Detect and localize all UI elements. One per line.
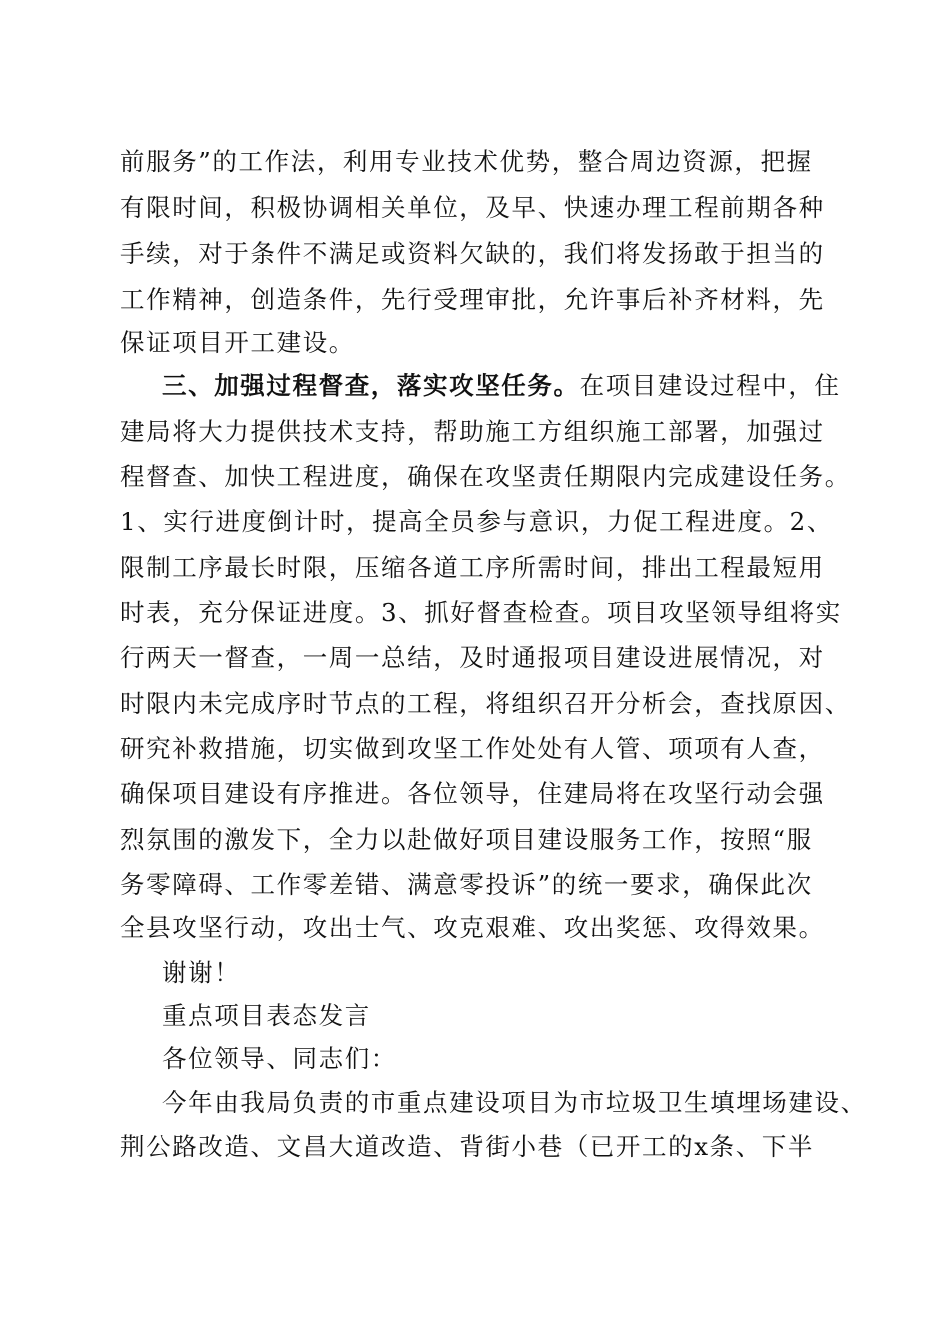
text-line: 务零障碍、工作零差错、满意零投诉”的统一要求，确保此次 <box>120 870 813 899</box>
text-line: 保证项目开工建设。 <box>120 328 355 357</box>
salutation: 各位领导、同志们： <box>162 1044 397 1073</box>
text-line: 手续，对于条件不满足或资料欠缺的，我们将发扬敢于担当的 <box>120 239 825 268</box>
text-line: 有限时间，积极协调相关单位，及早、快速办理工程前期各种 <box>120 193 825 222</box>
section-heading-line <box>162 368 841 404</box>
text-line: 工作精神，创造条件，先行受理审批，允许事后补齐材料，先 <box>120 285 825 314</box>
text-line: 确保项目建设有序推进。各位领导，住建局将在攻坚行动会强 <box>120 779 825 808</box>
section-heading: 三、加强过程督查，落实攻坚任务。 <box>162 371 580 400</box>
text-line: 行两天一督查，一周一总结，及时通报项目建设进展情况，对 <box>120 643 825 672</box>
text-line: 烈氛围的激发下，全力以赴做好项目建设服务工作，按照“服 <box>120 825 813 854</box>
text-line: 今年由我局负责的市重点建设项目为市垃圾卫生填埋场建设、 <box>162 1088 867 1117</box>
closing-thanks: 谢谢！ <box>162 958 241 987</box>
text-line: 时表，充分保证进度。3、抓好督查检查。项目攻坚领导组将实 <box>120 598 842 627</box>
section-heading-tail: 在项目建设过程中，住 <box>579 371 841 400</box>
text-line: 荆公路改造、文昌大道改造、背街小巷（已开工的x条、下半 <box>120 1132 815 1161</box>
text-line: 全县攻坚行动，攻出士气、攻克艰难、攻出奖惩、攻得效果。 <box>120 913 825 942</box>
text-line: 限制工序最长时限，压缩各道工序所需时间，排出工程最短用 <box>120 553 825 582</box>
speech-title: 重点项目表态发言 <box>162 1001 371 1030</box>
text-line: 时限内未完成序时节点的工程，将组织召开分析会，查找原因、 <box>120 689 851 718</box>
text-line: 1、实行进度倒计时，提高全员参与意识，力促工程进度。2、 <box>120 507 833 536</box>
text-line: 程督查、加快工程进度，确保在攻坚责任期限内完成建设任务。 <box>120 462 851 491</box>
text-line: 前服务”的工作法，利用专业技术优势，整合周边资源，把握 <box>120 147 813 176</box>
text-line: 研究补救措施，切实做到攻坚工作处处有人管、项项有人查， <box>120 734 825 763</box>
text-line: 建局将大力提供技术支持，帮助施工方组织施工部署，加强过 <box>120 417 825 446</box>
